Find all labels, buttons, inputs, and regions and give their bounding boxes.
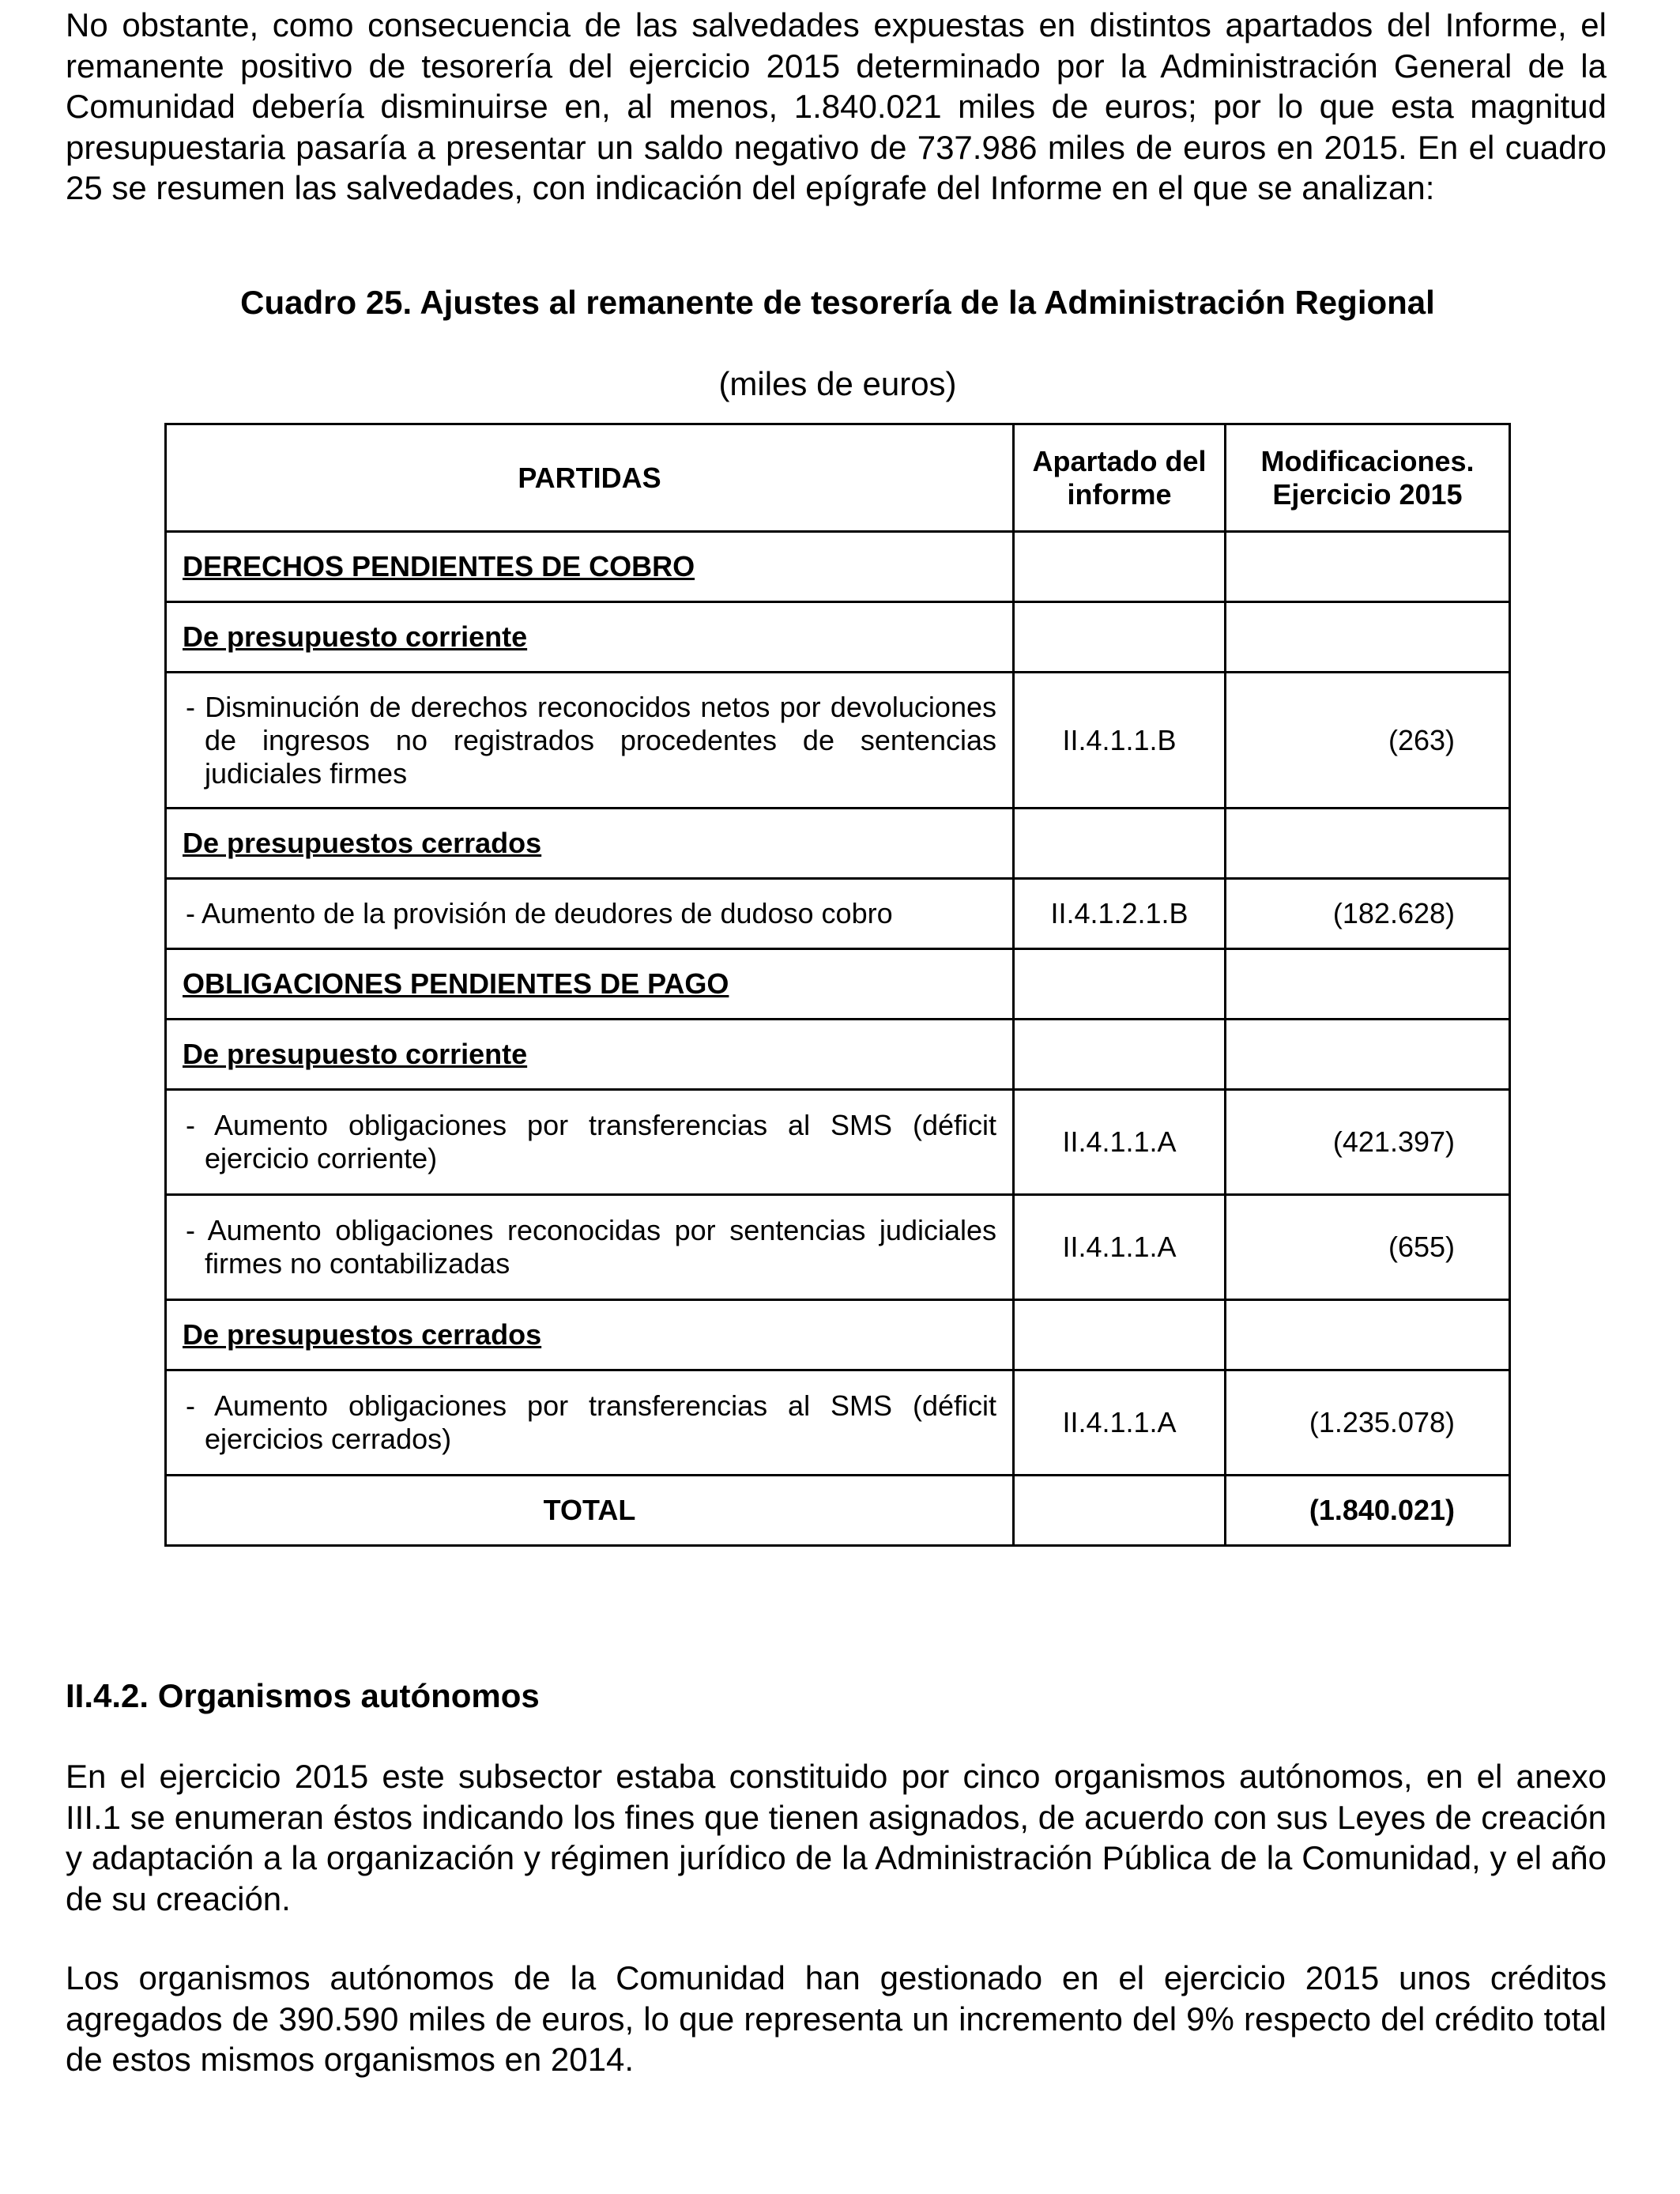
row-amount — [1226, 1020, 1510, 1090]
row-ref: II.4.1.1.A — [1014, 1090, 1226, 1195]
row-amount: (421.397) — [1226, 1090, 1510, 1195]
total-ref — [1014, 1476, 1226, 1546]
table-row — [166, 879, 1510, 949]
total-label: TOTAL — [166, 1476, 1014, 1546]
row-ref: II.4.1.2.1.B — [1014, 879, 1226, 949]
row-amount — [1226, 602, 1510, 673]
row-ref: II.4.1.1.B — [1014, 673, 1226, 809]
table-row — [166, 1370, 1510, 1476]
row-label: De presupuestos cerrados — [166, 809, 1014, 879]
row-label: - Aumento obligaciones por transferencias al SMS (déficit ejercicio corriente) — [166, 1090, 1014, 1195]
row-amount: (182.628) — [1226, 879, 1510, 949]
row-label: - Aumento obligaciones reconocidas por sentencias judiciales firmes no contabilizadas — [166, 1195, 1014, 1300]
table-row — [166, 1195, 1510, 1300]
table-row — [166, 949, 1510, 1020]
row-ref — [1014, 532, 1226, 602]
row-ref — [1014, 1300, 1226, 1370]
row-amount — [1226, 532, 1510, 602]
total-amount: (1.840.021) — [1226, 1476, 1510, 1546]
table-row — [166, 809, 1510, 879]
adjustments-table — [164, 423, 1511, 1547]
row-label: - Disminución de derechos reconocidos netos por devoluciones de ingresos no registrados procedentes de sentencias judiciales firmes — [166, 673, 1014, 809]
row-label: De presupuesto corriente — [166, 1020, 1014, 1090]
header-partidas: PARTIDAS — [166, 424, 1014, 532]
header-apartado: Apartado del informe — [1014, 424, 1226, 532]
table-title: Cuadro 25. Ajustes al remanente de tesorería de la Administración Regional — [240, 284, 1435, 321]
row-ref: II.4.1.1.A — [1014, 1370, 1226, 1476]
paragraph-organismos-1: En el ejercicio 2015 este subsector estaba constituido por cinco organismos autónomos, en el anexo III.1 se enumeran éstos indicando los fines que tienen asignados, de acuerdo con sus Leyes de creación y adaptación a la organización y régimen jurídico de la Administración Pública de la Comunidad, y el año de su creación. — [66, 1758, 1607, 1917]
table-unit: (miles de euros) — [718, 365, 957, 402]
row-amount — [1226, 1300, 1510, 1370]
table-header-row — [166, 424, 1510, 532]
row-label: De presupuestos cerrados — [166, 1300, 1014, 1370]
row-ref — [1014, 1020, 1226, 1090]
row-amount: (655) — [1226, 1195, 1510, 1300]
intro-paragraph: No obstante, como consecuencia de las salvedades expuestas en distintos apartados del Informe, el remanente positivo de tesorería del ejercicio 2015 determinado por la Administración General de la Comunidad debería disminuirse en, al menos, 1.840.021 miles de euros; por lo que esta magnitud presupuestaria pasaría a presentar un saldo negativo de 737.986 miles de euros en 2015. En el cuadro 25 se resumen las salvedades, con indicación del epígrafe del Informe en el que se analizan: — [66, 6, 1607, 206]
row-amount — [1226, 809, 1510, 879]
table-row — [166, 673, 1510, 809]
row-label: DERECHOS PENDIENTES DE COBRO — [166, 532, 1014, 602]
row-ref — [1014, 602, 1226, 673]
table-row — [166, 602, 1510, 673]
row-label: De presupuesto corriente — [166, 602, 1014, 673]
row-ref — [1014, 809, 1226, 879]
row-ref — [1014, 949, 1226, 1020]
paragraph-organismos-2: Los organismos autónomos de la Comunidad han gestionado en el ejercicio 2015 unos créditos agregados de 390.590 miles de euros, lo que representa un incremento del 9% respecto del crédito total de estos mismos organismos en 2014. — [66, 1959, 1607, 2078]
row-amount — [1226, 949, 1510, 1020]
row-label: - Aumento obligaciones por transferencias al SMS (déficit ejercicios cerrados) — [166, 1370, 1014, 1476]
table-total-row — [166, 1476, 1510, 1546]
table-row — [166, 1020, 1510, 1090]
row-label: OBLIGACIONES PENDIENTES DE PAGO — [166, 949, 1014, 1020]
table-row — [166, 1090, 1510, 1195]
row-amount: (1.235.078) — [1226, 1370, 1510, 1476]
row-label: - Aumento de la provisión de deudores de dudoso cobro — [166, 879, 1014, 949]
table-row — [166, 1300, 1510, 1370]
header-modificaciones: Modificaciones. Ejercicio 2015 — [1226, 424, 1510, 532]
section-heading: II.4.2. Organismos autónomos — [66, 1677, 540, 1714]
row-ref: II.4.1.1.A — [1014, 1195, 1226, 1300]
table-row — [166, 532, 1510, 602]
row-amount: (263) — [1226, 673, 1510, 809]
